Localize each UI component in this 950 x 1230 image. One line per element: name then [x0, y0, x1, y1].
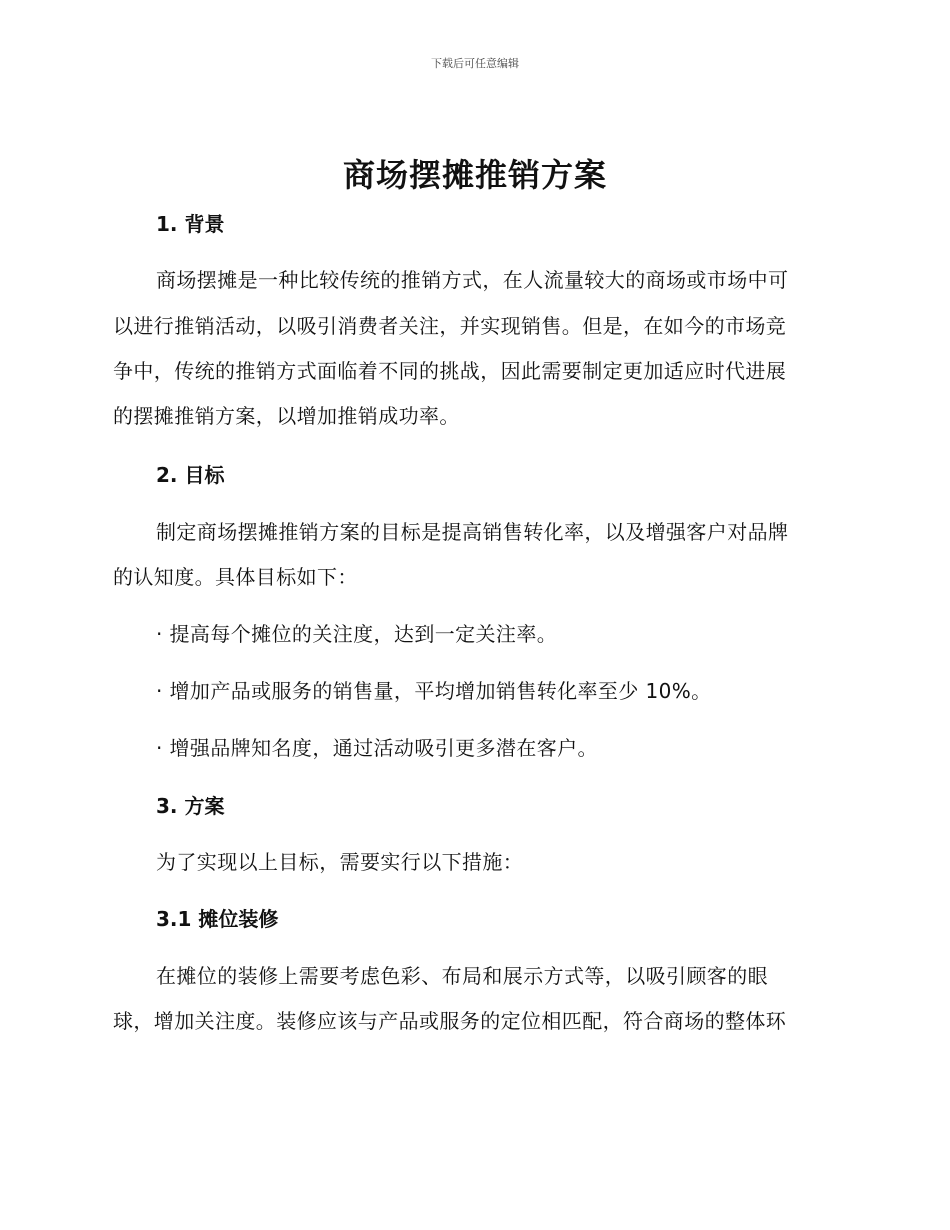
paragraph-line: 的认知度。具体目标如下：	[113, 565, 358, 589]
paragraph-line: 在摊位的装修上需要考虑色彩、布局和展示方式等，以吸引顾客的眼	[156, 964, 768, 988]
section-heading-background: 1. 背景	[156, 212, 225, 236]
page-header-note: 下载后可任意编辑	[431, 57, 519, 70]
paragraph-line: 以进行推销活动，以吸引消费者关注，并实现销售。但是，在如今的市场竞	[113, 314, 787, 338]
paragraph-line: 为了实现以上目标，需要实行以下措施：	[156, 850, 524, 874]
paragraph-line: 商场摆摊是一种比较传统的推销方式，在人流量较大的商场或市场中可	[156, 268, 789, 292]
paragraph-line: 制定商场摆摊推销方案的目标是提高销售转化率，以及增强客户对品牌	[156, 520, 789, 544]
goal-bullet-item: · 提高每个摊位的关注度，达到一定关注率。	[156, 622, 558, 646]
goal-bullet-item: · 增加产品或服务的销售量，平均增加销售转化率至少 10%。	[156, 679, 712, 703]
document-title: 商场摆摊推销方案	[342, 156, 607, 194]
paragraph-line: 争中，传统的推销方式面临着不同的挑战，因此需要制定更加适应时代进展	[113, 359, 787, 383]
section-heading-plan: 3. 方案	[156, 794, 225, 818]
section-heading-goals: 2. 目标	[156, 463, 225, 487]
paragraph-line: 球，增加关注度。装修应该与产品或服务的定位相匹配，符合商场的整体环	[113, 1009, 787, 1033]
goal-bullet-item: · 增强品牌知名度，通过活动吸引更多潜在客户。	[156, 736, 598, 760]
subsection-heading-booth-decoration: 3.1 摊位装修	[156, 907, 279, 931]
paragraph-line: 的摆摊推销方案，以增加推销成功率。	[113, 404, 460, 428]
